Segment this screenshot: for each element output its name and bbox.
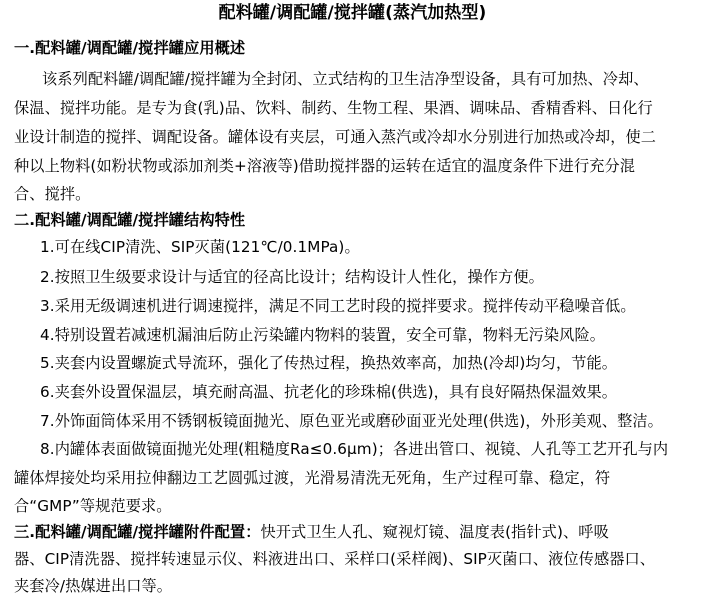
section1-line: 保温、搅拌功能。是专为食(乳)品、饮料、制药、生物工程、果酒、调味品、香精香料、日化行 <box>14 99 653 117</box>
feature-item: 4.特别设置若减速机漏油后防止污染罐内物料的装置，安全可靠，物料无污染风险。 <box>40 326 606 344</box>
section3-heading: 三.配料罐/调配罐/搅拌罐附件配置： <box>14 523 261 541</box>
feature-item: 6.夹套外设置保温层，填充耐高温、抗老化的珍珠棉(供选)，具有良好隔热保温效果。 <box>40 383 618 401</box>
feature-item: 3.采用无级调速机进行调速搅拌，满足不同工艺时段的搅拌要求。搅拌传动平稳噪音低。 <box>40 297 636 315</box>
section3-line: 夹套冷/热媒进出口等。 <box>14 577 173 595</box>
section1-heading: 一.配料罐/调配罐/搅拌罐应用概述 <box>14 39 246 57</box>
section2-heading: 二.配料罐/调配罐/搅拌罐结构特性 <box>14 211 246 229</box>
feature-item: 1.可在线CIP清洗、SIP灭菌(121℃/0.1MPa)。 <box>40 238 360 256</box>
section3-line: 器、CIP清洗器、搅拌转速显示仪、料液进出口、采样口(采样阀)、SIP灭菌口、液位传感器口、 <box>14 550 656 568</box>
section1-line: 业设计制造的搅拌、调配设备。罐体设有夹层，可通入蒸汽或冷却水分别进行加热或冷却，使二 <box>14 128 657 146</box>
section1-line: 种以上物料(如粉状物或添加剂类+溶液等)借助搅拌器的运转在适宜的温度条件下进行充分混 <box>14 157 636 175</box>
feature-item-continuation: 罐体焊接处均采用拉伸翻边工艺圆弧过渡，光滑易清洗无死角，生产过程可靠、稳定，符 <box>14 469 611 487</box>
feature-item: 7.外饰面筒体采用不锈钢板镜面抛光、原色亚光或磨砂面亚光处理(供选)，外形美观、整洁。 <box>40 412 663 430</box>
section3-line-first <box>14 520 609 544</box>
section1-line: 合、搅拌。 <box>14 185 91 203</box>
page-title: 配料罐/调配罐/搅拌罐(蒸汽加热型) <box>218 3 487 23</box>
feature-item: 5.夹套内设置螺旋式导流环，强化了传热过程，换热效率高，加热(冷却)均匀，节能。 <box>40 354 618 372</box>
section1-line: 该系列配料罐/调配罐/搅拌罐为全封闭、立式结构的卫生洁净型设备，具有可加热、冷却、 <box>42 70 649 88</box>
feature-item: 8.内罐体表面做镜面抛光处理(粗糙度Ra≤0.6μm)；各进出管口、视镜、人孔等工艺开孔与内 <box>40 440 669 458</box>
section3-first-line: 快开式卫生人孔、窥视灯镜、温度表(指针式)、呼吸 <box>260 523 609 541</box>
feature-item-continuation: 合“GMP”等规范要求。 <box>14 497 172 515</box>
feature-item: 2.按照卫生级要求设计与适宜的径高比设计；结构设计人性化，操作方便。 <box>40 268 544 286</box>
